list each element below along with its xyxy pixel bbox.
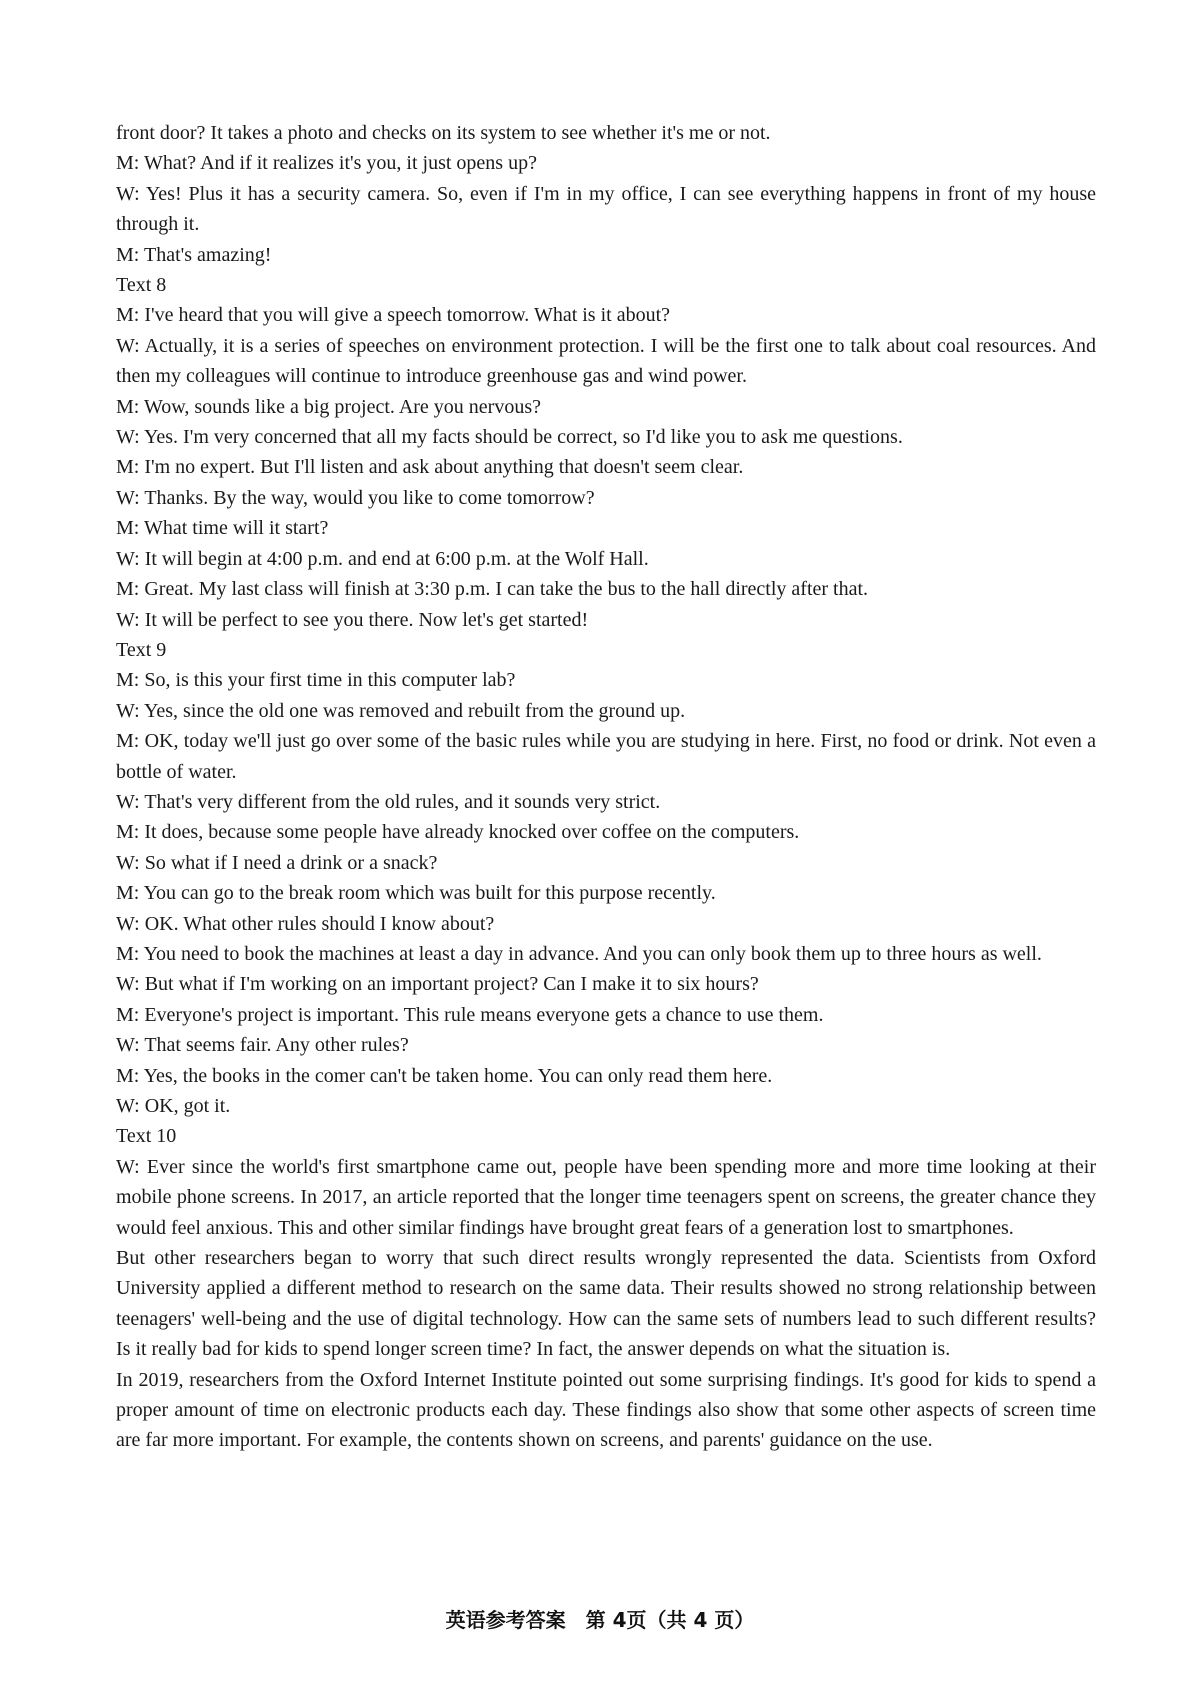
text-line: W: That seems fair. Any other rules? [116,1034,409,1057]
text-line: M: It does, because some people have already knocked over coffee on the computers. [116,821,800,844]
text-line: M: OK, today we'll just go over some of the basic rules while you are studying in here. First, no food or drink. Not even a bottle of water. [116,730,1096,783]
text-line: M: What? And if it realizes it's you, it just opens up? [116,152,537,175]
paragraph: W: Ever since the world's first smartphone came out, people have been spending more and more time looking at their mobile phone screens. In 2017, an article reported that the longer time teenagers spent on screens, the greater chance they would feel anxious. This and other similar findings have brought great fears of a generation lost to smartphones. [116,1155,1096,1239]
section-heading: Text 8 [116,274,167,297]
text-line: M: Wow, sounds like a big project. Are you nervous? [116,395,541,418]
text-line: M: Great. My last class will finish at 3:30 p.m. I can take the bus to the hall directly after that. [116,578,869,601]
paragraph: In 2019, researchers from the Oxford Internet Institute pointed out some surprising findings. It's good for kids to spend a proper amount of time on electronic products each day. These findings also show that some other aspects of screen time are far more important. For example, the contents shown on screens, and parents' guidance on the use. [116,1368,1096,1452]
text-line: W: It will begin at 4:00 p.m. and end at 6:00 p.m. at the Wolf Hall. [116,547,649,570]
text-line: M: I've heard that you will give a speech tomorrow. What is it about? [116,304,671,327]
section-heading: Text 9 [116,638,167,661]
text-line: W: But what if I'm working on an important project? Can I make it to six hours? [116,973,759,996]
paragraph: But other researchers began to worry that such direct results wrongly represented the data. Scientists from Oxford University applied a different method to research on the same data. Their results showed no strong relationship between teenagers' well-being and the use of digital technology. How can the same sets of numbers lead to such different results? Is it really bad for kids to spend longer screen time? In fact, the answer depends on what the situation is. [116,1247,1096,1361]
text-line: M: That's amazing! [116,243,272,266]
text-line: W: So what if I need a drink or a snack? [116,851,438,874]
text-line: M: You need to book the machines at least a day in advance. And you can only book them up to three hours as well. [116,942,1042,965]
text-line: M: Everyone's project is important. This rule means everyone gets a chance to use them. [116,1003,824,1026]
text-line: M: Yes, the books in the comer can't be taken home. You can only read them here. [116,1064,773,1087]
text-line: W: That's very different from the old rules, and it sounds very strict. [116,790,661,813]
text-line: W: Yes. I'm very concerned that all my facts should be correct, so I'd like you to ask me questions. [116,426,903,449]
text-line: M: I'm no expert. But I'll listen and ask about anything that doesn't seem clear. [116,456,744,479]
text-line: W: Yes! Plus it has a security camera. So, even if I'm in my office, I can see everything happens in front of my house through it. [116,182,1096,236]
text-line: W: It will be perfect to see you there. Now let's get started! [116,608,589,631]
text-line: W: Yes, since the old one was removed and rebuilt from the ground up. [116,699,686,722]
text-line: front door? It takes a photo and checks on its system to see whether it's me or not. [116,122,771,144]
text-line: W: OK. What other rules should I know about? [116,912,495,935]
document-body [116,118,1096,1456]
section-heading: Text 10 [116,1125,177,1148]
text-line: W: Actually, it is a series of speeches on environment protection. I will be the first one to talk about coal resources. And then my colleagues will continue to introduce greenhouse gas and wind power. [116,334,1096,388]
page-footer: 英语参考答案 第 4页（共 4 页） [445,1608,755,1632]
text-line: W: OK, got it. [116,1095,231,1117]
text-line: M: You can go to the break room which was built for this purpose recently. [116,882,716,905]
text-line: M: What time will it start? [116,517,329,540]
text-line: W: Thanks. By the way, would you like to come tomorrow? [116,486,595,509]
text-line: M: So, is this your first time in this computer lab? [116,669,516,692]
